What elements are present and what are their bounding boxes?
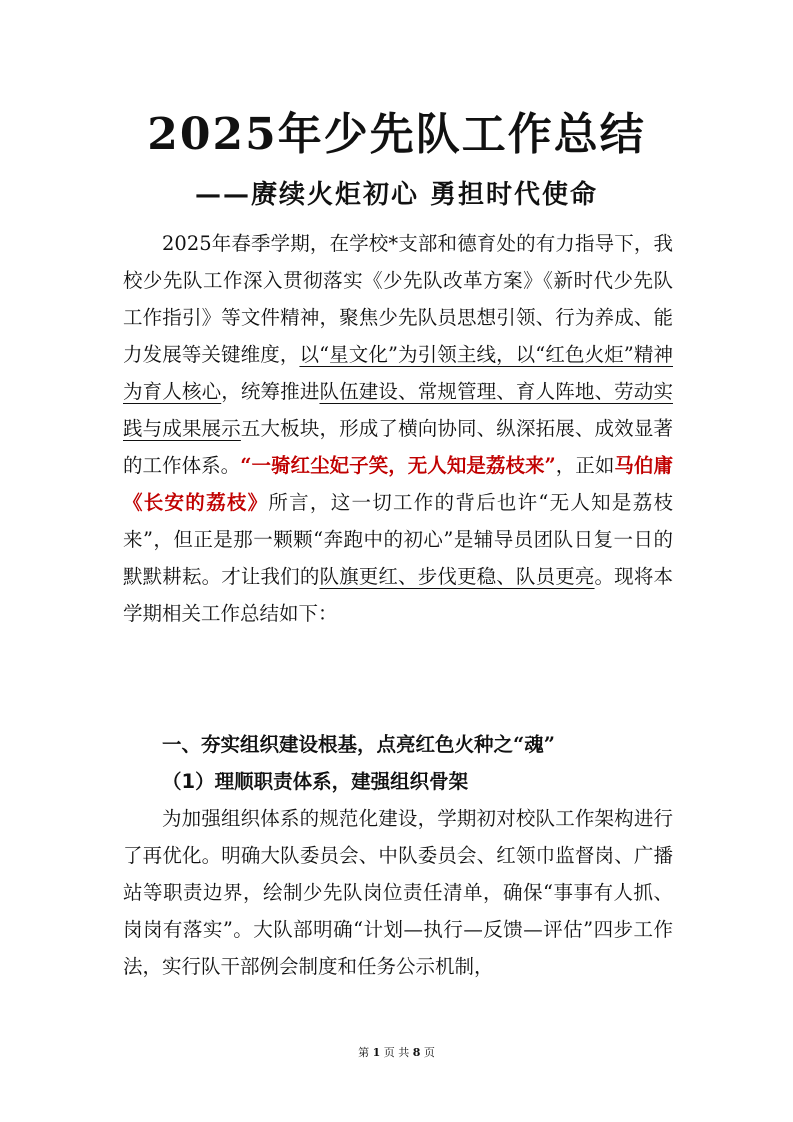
- intro-text-2: ，统筹推进: [221, 380, 320, 403]
- intro-quote-red: “一骑红尘妃子笑，无人知是荔枝来”: [240, 454, 556, 477]
- body-paragraph-2: 为加强组织体系的规范化建设，学期初对校队工作架构进行了再优化。明确大队委员会、中队委员会、红领巾监督岗、广播站等职责边界，绘制少先队岗位责任清单，确保“事事有人抓、岗岗有落实”。大队部明确“计划—执行—反馈—评估”四步工作法，实行队干部例会制度和任务公示机制，: [123, 807, 673, 978]
- intro-paragraph: [123, 225, 673, 632]
- intro-text-4: ，正如: [555, 454, 615, 477]
- intro-underline-2: 队伍建设、常规管理、育人阵地、劳动实践与成果展示: [123, 380, 673, 440]
- intro-text-3: 五大板块，形成了横向协同、纵深拓展、成效显著的工作体系。: [123, 417, 673, 477]
- intro-text-1: 2025年春季学期，在学校*支部和德育处的有力指导下，我校少先队工作深入贯彻落实《少先队改革方案》《新时代少先队工作指引》等文件精神，聚焦少先队员思想引领、行为养成、能力发展等关键维度，: [123, 232, 673, 366]
- intro-underline-3: 队旗更红、步伐更稳、队员更亮: [319, 565, 595, 588]
- intro-book-red: 马伯庸《长安的荔枝》: [123, 454, 673, 514]
- footer-prefix: 第: [358, 1046, 370, 1059]
- footer-suffix: 页: [423, 1046, 435, 1059]
- footer-total-pages: 8: [412, 1046, 421, 1059]
- document-title: 2025年少先队工作总结: [147, 109, 646, 160]
- intro-text-6: 。现将本学期相关工作总结如下：: [123, 565, 673, 625]
- section-1-heading: 一、夯实组织建设根基，点亮红色火种之“魂”: [162, 733, 555, 756]
- footer-page-number: 1: [372, 1046, 381, 1059]
- intro-text-5: 所言，这一切工作的背后也许“无人知是荔枝来”，但正是那一颗颗“奔跑中的初心”是辅导员团队日复一日的默默耕耘。才让我们的: [123, 491, 673, 588]
- footer-middle: 页 共: [383, 1046, 410, 1059]
- subsection-1-heading: （1）理顺职责体系，建强组织骨架: [162, 770, 469, 793]
- document-subtitle: ——赓续火炬初心 勇担时代使命: [194, 180, 599, 210]
- intro-underline-1: 以“星文化”为引领主线，以“红色火炬”精神为育人核心: [123, 343, 673, 403]
- page-footer: [0, 1044, 793, 1060]
